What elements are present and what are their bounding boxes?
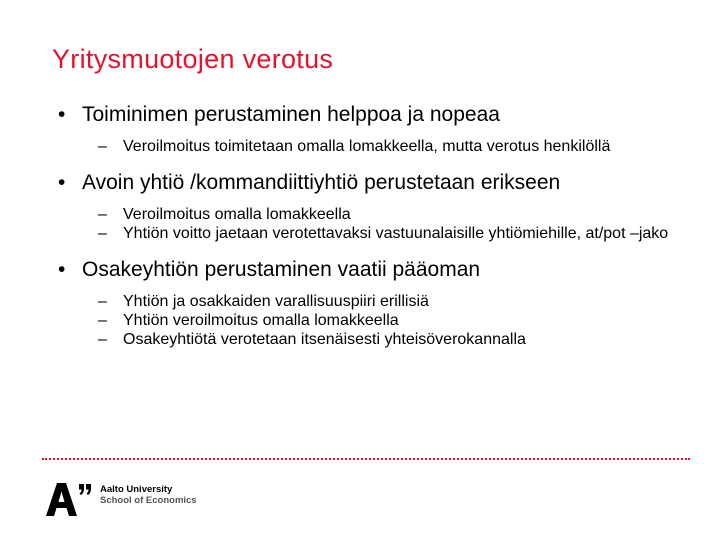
dash-marker: – [98,312,107,329]
bullet-marker: • [58,171,66,194]
dash-marker: – [98,138,107,155]
sub-bullet-list [98,292,678,349]
logo-line-university: Aalto University [100,484,173,495]
bullet-item [58,257,678,349]
sub-bullet-item [98,205,678,224]
bullet-item [58,102,678,156]
sub-bullet-item [98,137,678,156]
footer-divider [42,458,690,460]
logo-wordmark [100,484,197,506]
dash-marker: – [98,206,107,223]
sub-bullet-list [98,137,678,156]
dash-marker: – [98,225,107,242]
sub-bullet-text: Yhtiön voitto jaetaan verotettavaksi vastuunalaisille yhtiömiehille, at/pot –jako [123,225,669,242]
slide-title: Yritysmuotojen verotus [52,44,334,74]
dash-marker: – [98,293,107,310]
sub-bullet-item [98,292,678,311]
bullet-marker: • [58,103,66,126]
logo-line-school: School of Economics [100,495,197,506]
sub-bullet-text: Yhtiön ja osakkaiden varallisuuspiiri erillisiä [123,293,429,310]
bullet-list [58,102,678,357]
sub-bullet-item [98,330,678,349]
sub-bullet-list [98,205,678,243]
sub-bullet-text: Veroilmoitus omalla lomakkeella [123,206,351,223]
sub-bullet-text: Yhtiön veroilmoitus omalla lomakkeella [123,312,399,329]
bullet-item [58,170,678,243]
bullet-text: Toiminimen perustaminen helppoa ja nopeaa [82,103,500,126]
aalto-logo-icon [44,481,92,517]
dash-marker: – [98,331,107,348]
bullet-marker: • [58,258,66,281]
bullet-text: Osakeyhtiön perustaminen vaatii pääoman [82,258,481,281]
sub-bullet-item [98,311,678,330]
sub-bullet-text: Osakeyhtiötä verotetaan itsenäisesti yhteisöverokannalla [123,331,526,348]
sub-bullet-item [98,224,678,243]
sub-bullet-text: Veroilmoitus toimitetaan omalla lomakkeella, mutta verotus henkilöllä [123,138,611,155]
bullet-text: Avoin yhtiö /kommandiittiyhtiö perustetaan erikseen [82,171,561,194]
